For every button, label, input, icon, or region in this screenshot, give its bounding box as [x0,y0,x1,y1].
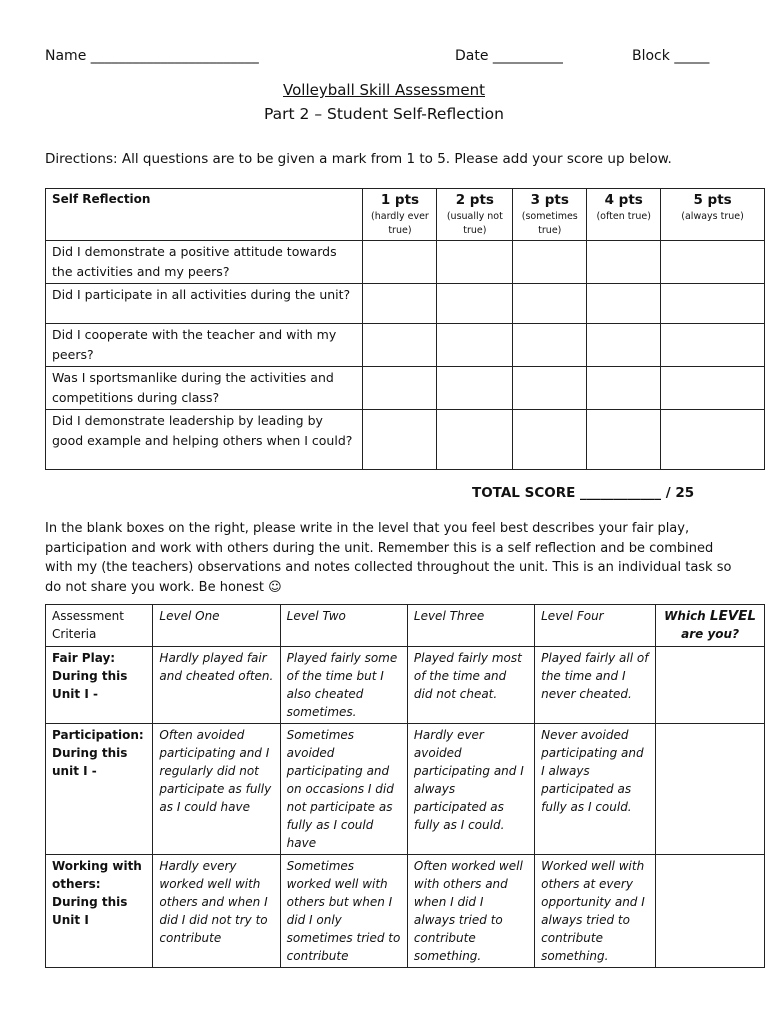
header-fields [45,48,723,68]
page-title: Volleyball Skill Assessment [283,81,485,99]
criterion-cell: Fair Play: During this Unit I - [46,647,153,724]
score-cell[interactable] [661,367,765,410]
level-answer-cell[interactable] [656,855,765,968]
criterion-cell: Working with others: During this Unit I [46,855,153,968]
instructions-text: In the blank boxes on the right, please write in the level that you feel best describes your fair play, participation and work with others during the unit. Remember this is a self reflection and be combined with my (the teachers) observations and notes collected throughout the unit. This is an individual task so do not share you work. Be honest ☺ [45,521,732,595]
score-cell[interactable] [587,367,661,410]
level-header: Level Three [407,605,534,647]
directions-text: Directions: All questions are to be given a mark from 1 to 5. Please add your score up below. [45,151,672,167]
points-column-header [437,189,513,241]
reflection-header-row [46,189,765,241]
score-cell[interactable] [587,324,661,367]
score-cell[interactable] [513,241,587,284]
points-description: (sometimes true) [521,211,578,236]
score-cell[interactable] [437,324,513,367]
score-cell[interactable] [363,367,437,410]
score-cell[interactable] [437,410,513,470]
score-cell[interactable] [437,284,513,324]
total-score-line: TOTAL SCORE ____________ / 25 [472,485,695,501]
rubric-cell: Never avoided participating and I always participated as fully as I could. [535,724,656,855]
points-description: (usually not true) [446,211,503,236]
table-row [46,241,765,284]
level-header: Level Two [280,605,407,647]
score-cell[interactable] [363,241,437,284]
rubric-header-row [46,605,765,647]
question-cell: Did I participate in all activities during the unit? [46,284,363,324]
table-row [46,367,765,410]
level-answer-cell[interactable] [656,724,765,855]
criterion-cell: Participation: During this unit I - [46,724,153,855]
score-cell[interactable] [587,241,661,284]
question-cell: Did I cooperate with the teacher and with my peers? [46,324,363,367]
score-cell[interactable] [661,284,765,324]
points-label: 4 pts [604,192,643,208]
table-row [46,855,765,968]
rubric-cell: Played fairly all of the time and I never cheated. [535,647,656,724]
score-cell[interactable] [513,367,587,410]
points-description: (always true) [681,211,744,222]
rubric-cell: Often worked well with others and when I did I always tried to contribute something. [407,855,534,968]
level-header: Level Four [535,605,656,647]
which-prefix: Which [664,609,710,623]
rubric-cell: Sometimes avoided participating and on occasions I did not participate as fully as I could have [280,724,407,855]
rubric-cell: Often avoided participating and I regularly did not participate as fully as I could have [153,724,280,855]
criteria-header: Assessment Criteria [46,605,153,647]
points-column-header [587,189,661,241]
score-cell[interactable] [363,324,437,367]
self-reflection-table [45,188,765,470]
score-cell[interactable] [513,410,587,470]
score-cell[interactable] [661,241,765,284]
rubric-table [45,604,765,968]
which-level-header [656,605,765,647]
score-cell[interactable] [587,410,661,470]
table-row [46,647,765,724]
rubric-cell: Hardly ever avoided participating and I always participated as fully as I could. [407,724,534,855]
score-cell[interactable] [363,284,437,324]
level-header: Level One [153,605,280,647]
page-subtitle: Part 2 – Student Self-Reflection [264,105,504,123]
which-suffix: are you? [681,627,740,641]
score-cell[interactable] [437,367,513,410]
score-cell[interactable] [661,410,765,470]
table-row [46,724,765,855]
question-cell: Did I demonstrate a positive attitude towards the activities and my peers? [46,241,363,284]
rubric-cell: Hardly every worked well with others and when I did I did not try to contribute [153,855,280,968]
date-field: Date __________ [455,48,563,64]
points-column-header [363,189,437,241]
question-cell: Did I demonstrate leadership by leading by good example and helping others when I could? [46,410,363,470]
question-cell: Was I sportsmanlike during the activities and competitions during class? [46,367,363,410]
score-cell[interactable] [661,324,765,367]
rubric-cell: Played fairly most of the time and did not cheat. [407,647,534,724]
points-column-header [661,189,765,241]
reflection-heading: Self Reflection [46,189,363,241]
score-cell[interactable] [363,410,437,470]
score-cell[interactable] [587,284,661,324]
rubric-cell: Hardly played fair and cheated often. [153,647,280,724]
points-description: (hardly ever true) [371,211,429,236]
which-level-word: LEVEL [709,608,757,624]
points-label: 3 pts [530,192,569,208]
score-cell[interactable] [437,241,513,284]
points-description: (often true) [596,211,651,222]
table-row [46,324,765,367]
score-cell[interactable] [513,324,587,367]
score-cell[interactable] [513,284,587,324]
table-row [46,284,765,324]
rubric-cell: Worked well with others at every opportunity and I always tried to contribute something. [535,855,656,968]
rubric-cell: Played fairly some of the time but I also cheated sometimes. [280,647,407,724]
level-answer-cell[interactable] [656,647,765,724]
name-field: Name ________________________ [45,48,259,64]
points-label: 1 pts [380,192,420,208]
points-label: 2 pts [455,192,494,208]
points-label: 5 pts [693,192,732,208]
block-field: Block _____ [632,48,710,64]
rubric-cell: Sometimes worked well with others but when I did I only sometimes tried to contribute [280,855,407,968]
points-column-header [513,189,587,241]
table-row [46,410,765,470]
